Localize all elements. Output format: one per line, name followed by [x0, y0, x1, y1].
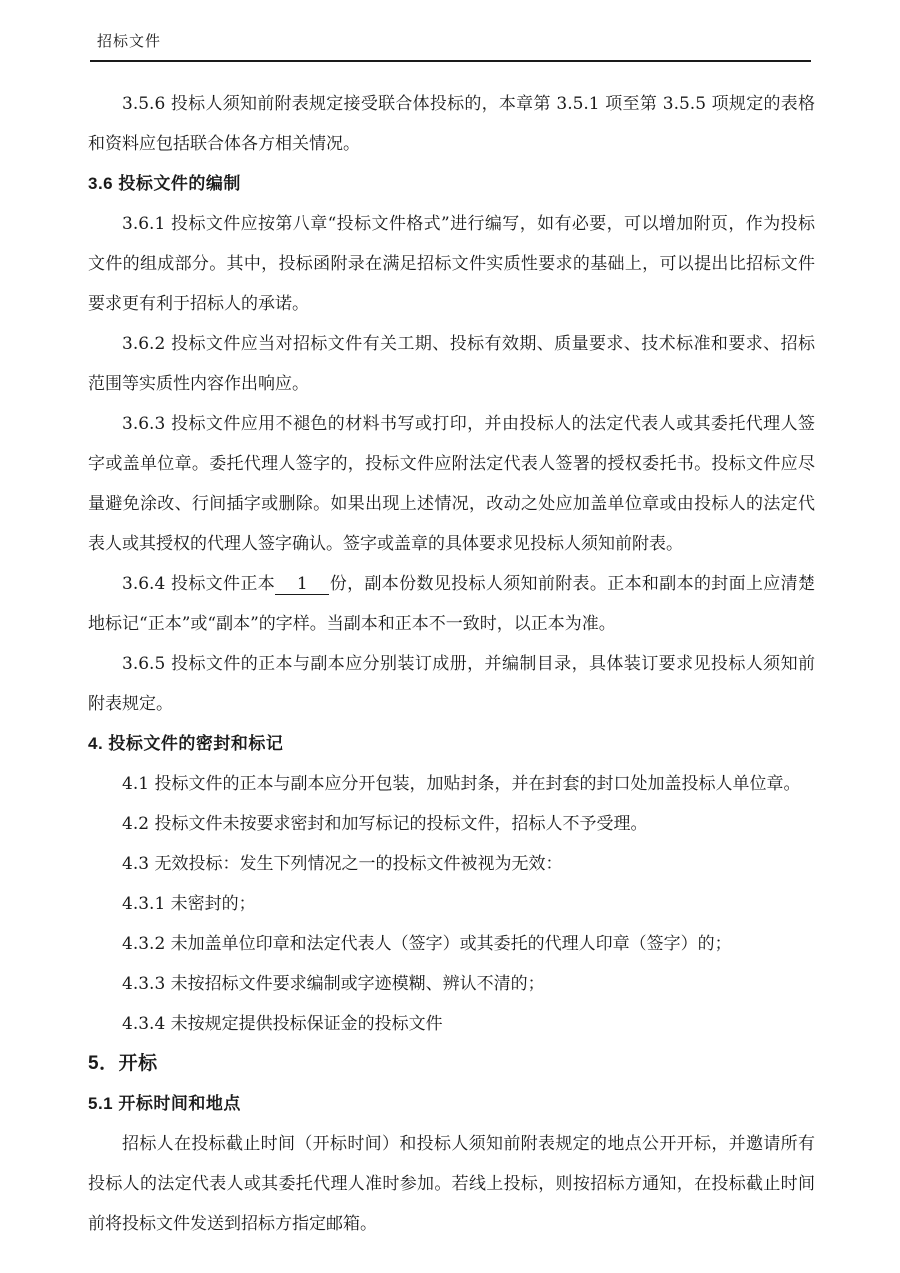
page-header-title: 招标文件 [97, 32, 162, 50]
para-3-6-2: 3.6.2 投标文件应当对招标文件有关工期、投标有效期、质量要求、技术标准和要求、招标范围等实质性内容作出响应。 [88, 334, 815, 394]
heading-5-1: 5.1 开标时间和地点 [88, 1094, 241, 1113]
heading-3-6: 3.6 投标文件的编制 [88, 174, 241, 193]
para-3-6-1: 3.6.1 投标文件应按第八章“投标文件格式”进行编写，如有必要，可以增加附页，作为投标文件的组成部分。其中，投标函附录在满足招标文件实质性要求的基础上，可以提出比招标文件要求更有利于招标人的承诺。 [88, 214, 815, 314]
para-3-6-3: 3.6.3 投标文件应用不褪色的材料书写或打印，并由投标人的法定代表人或其委托代理人签字或盖单位章。委托代理人签字的，投标文件应附法定代表人签署的授权委托书。投标文件应尽量避免涂改、行间插字或删除。如果出现上述情况，改动之处应加盖单位章或由投标人的法定代表人或其授权的代理人签字确认。签字或盖章的具体要求见投标人须知前附表。 [88, 414, 815, 554]
original-copies-blank: 1 [275, 574, 329, 595]
para-5-1: 招标人在投标截止时间（开标时间）和投标人须知前附表规定的地点公开开标，并邀请所有投标人的法定代表人或其委托代理人准时参加。若线上投标，则按招标方通知，在投标截止时间前将投标文件发送到招标方指定邮箱。 [88, 1134, 815, 1234]
para-4-3-2: 4.3.2 未加盖单位印章和法定代表人（签字）或其委托的代理人印章（签字）的； [122, 934, 732, 954]
para-4-1: 4.1 投标文件的正本与副本应分开包装，加贴封条，并在封套的封口处加盖投标人单位章。 [122, 774, 801, 794]
para-4-3: 4.3 无效投标：发生下列情况之一的投标文件被视为无效： [122, 854, 563, 874]
para-3-6-5: 3.6.5 投标文件的正本与副本应分别装订成册，并编制目录，具体装订要求见投标人须知前附表规定。 [88, 654, 815, 714]
para-4-3-3: 4.3.3 未按招标文件要求编制或字迹模糊、辨认不清的； [122, 974, 545, 994]
para-3-6-4 [88, 564, 815, 644]
document-body [88, 84, 815, 1244]
heading-5: 5．开标 [88, 1053, 158, 1074]
para-3-5-6: 3.5.6 投标人须知前附表规定接受联合体投标的，本章第 3.5.1 项至第 3.5.5 项规定的表格和资料应包括联合体各方相关情况。 [88, 94, 815, 154]
para-3-6-4-text-after: 份，副本份数见投标人须知前附表。正本和副本的封面上应清楚地标记“正本”或“副本”的字样。当副本和正本不一致时，以正本为准。 [88, 574, 815, 634]
para-4-3-4: 4.3.4 未按规定提供投标保证金的投标文件 [122, 1014, 443, 1034]
para-4-2: 4.2 投标文件未按要求密封和加写标记的投标文件，招标人不予受理。 [122, 814, 648, 834]
para-4-3-1: 4.3.1 未密封的； [122, 894, 256, 914]
heading-4: 4. 投标文件的密封和标记 [88, 734, 284, 753]
header-rule [90, 60, 811, 62]
para-3-6-4-text-before: 3.6.4 投标文件正本 [122, 574, 276, 594]
